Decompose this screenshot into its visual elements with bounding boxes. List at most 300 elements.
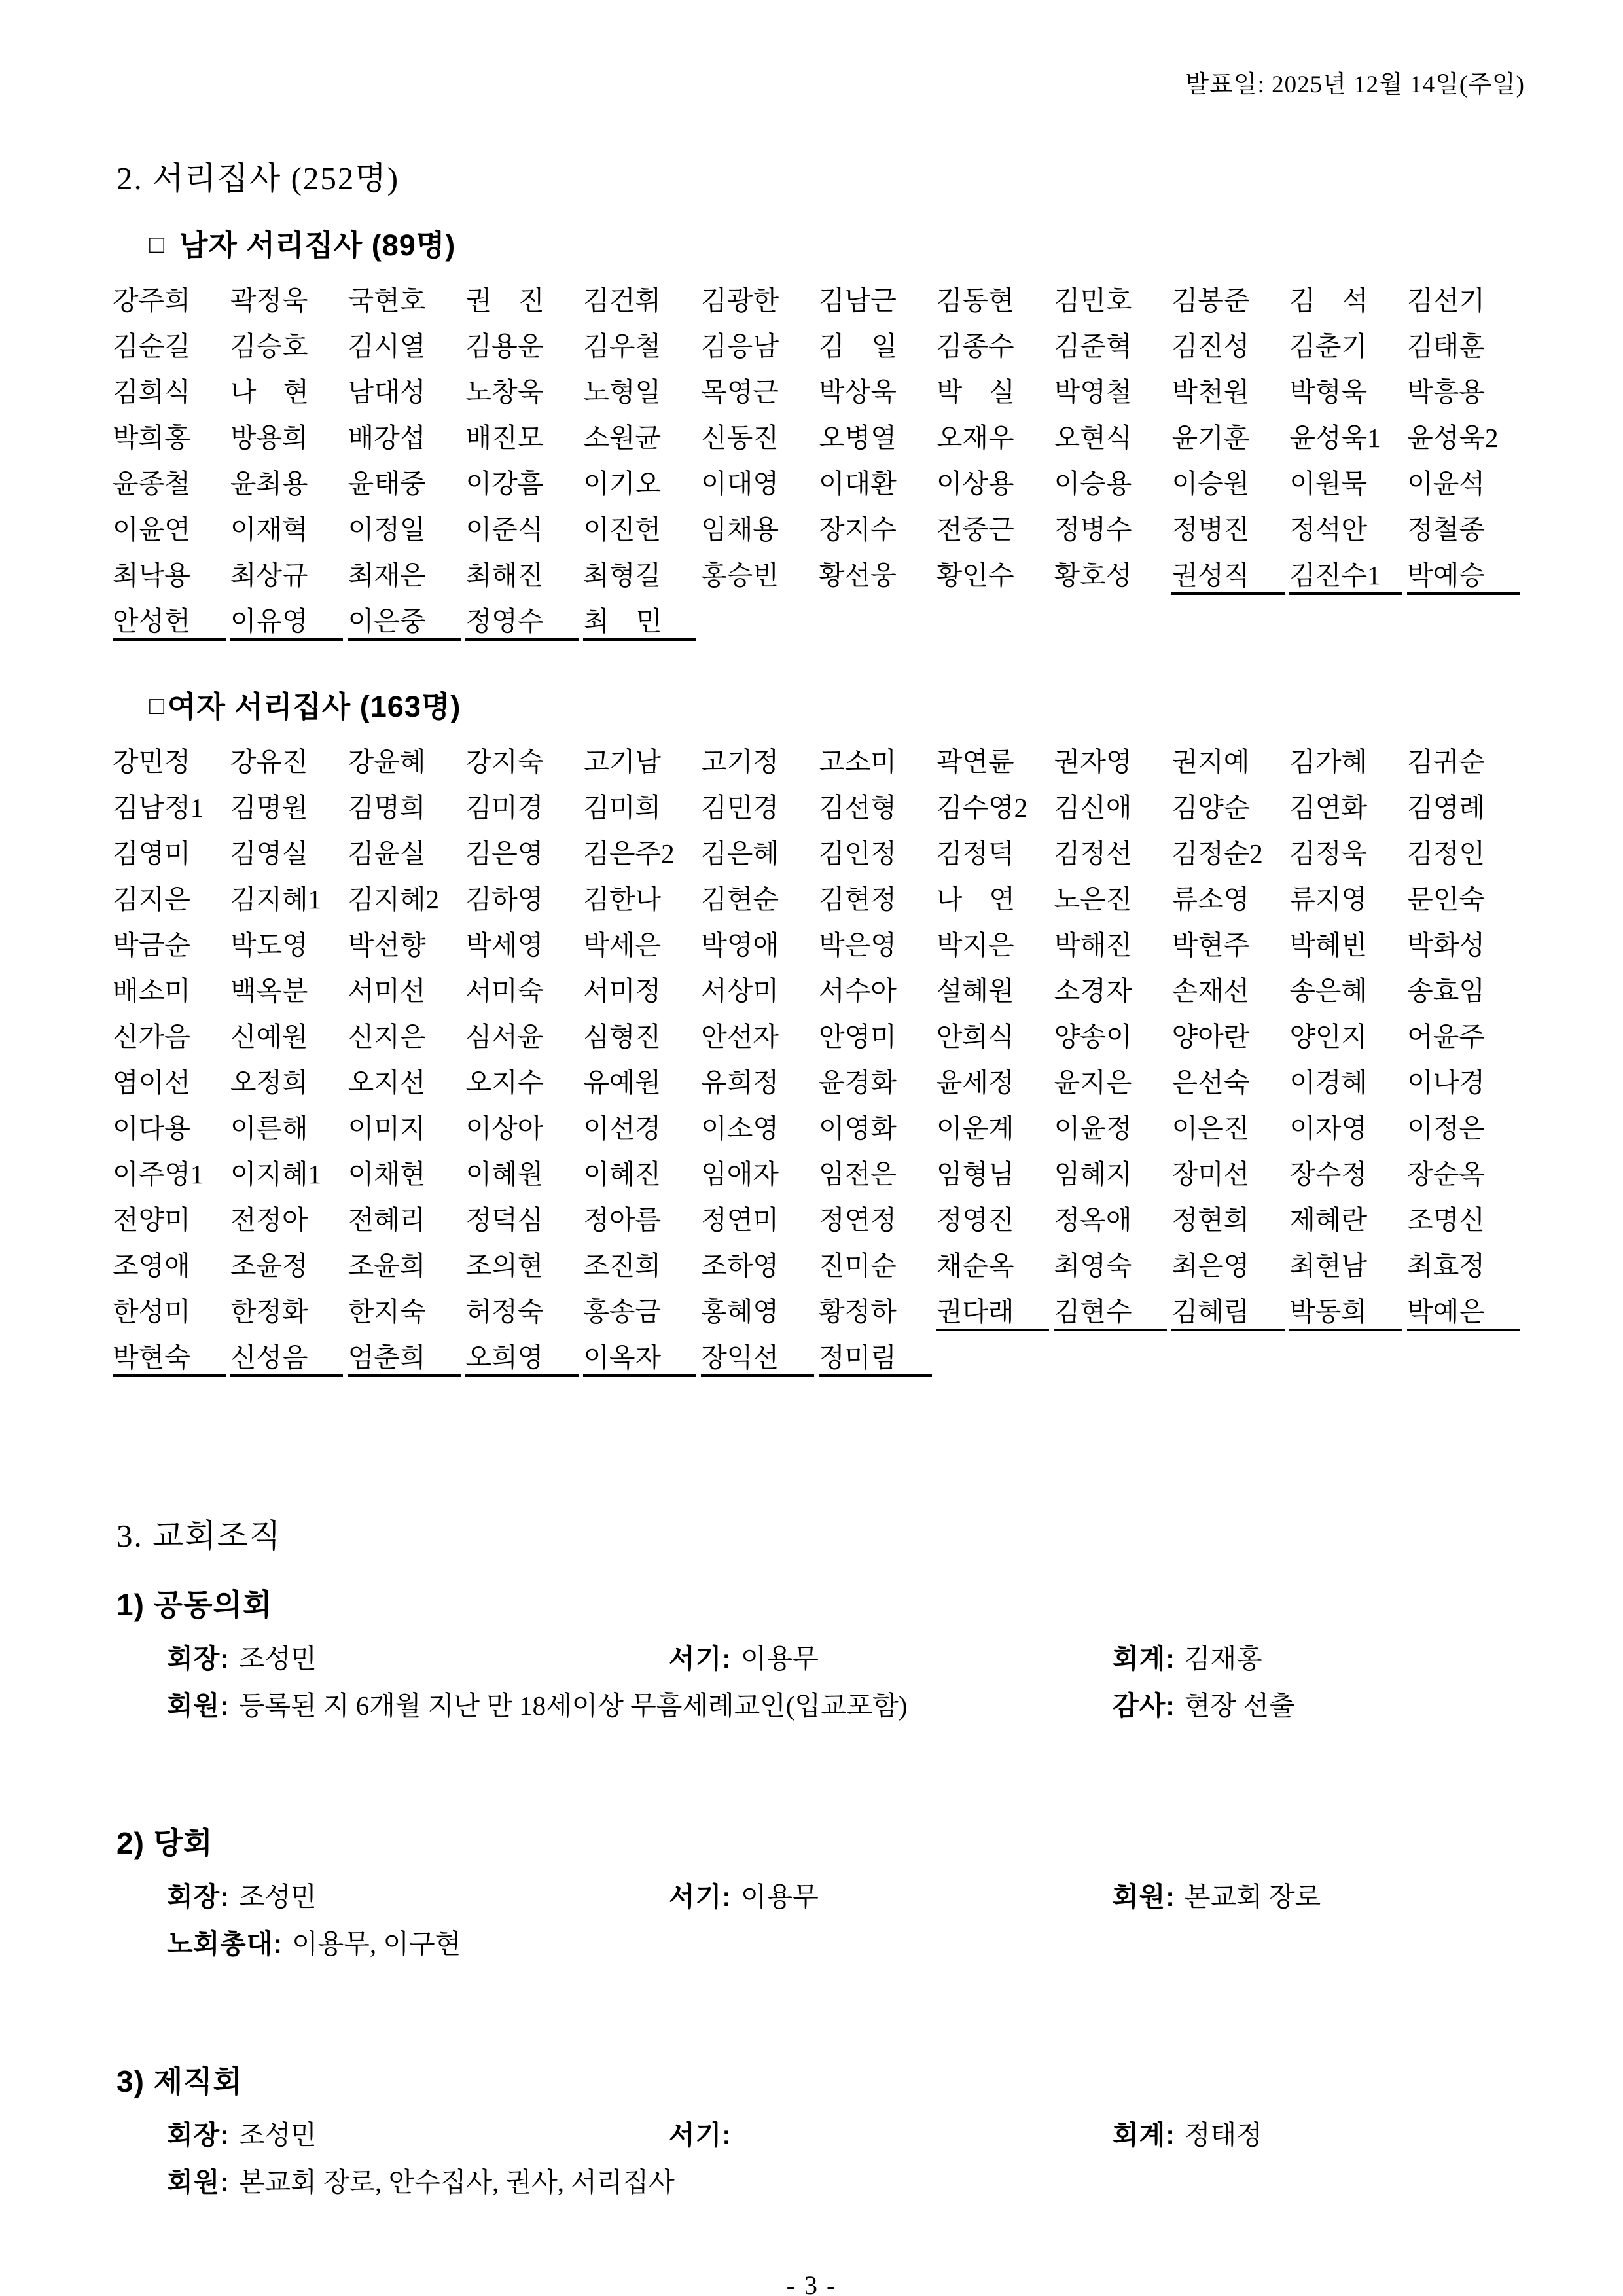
member-name: 안영미	[818, 1022, 897, 1052]
member-name-cell	[465, 1199, 583, 1245]
member-name: 엄춘희	[348, 1340, 461, 1377]
org-role-item	[167, 1877, 317, 1916]
member-name-cell	[1289, 1199, 1407, 1245]
member-name-cell	[701, 279, 819, 325]
member-name: 박예은	[1407, 1295, 1520, 1331]
member-name-cell	[113, 325, 230, 371]
member-name-cell	[1407, 1291, 1525, 1336]
member-name: 김남근	[818, 285, 897, 315]
member-name-cell	[936, 279, 1054, 325]
member-name: 김수영2	[936, 793, 1028, 823]
member-name: 김진성	[1171, 331, 1250, 361]
member-name: 유예원	[583, 1067, 662, 1098]
member-name-cell	[465, 600, 583, 646]
member-name: 황인수	[936, 560, 1014, 590]
member-name-cell	[348, 924, 466, 970]
member-name: 김정순2	[1171, 838, 1263, 869]
member-name-cell	[701, 924, 819, 970]
member-name-cell	[1407, 833, 1525, 878]
member-name: 신예원	[230, 1022, 308, 1052]
org-role-value: 정태정	[1184, 2120, 1262, 2150]
member-name: 김진수1	[1289, 558, 1402, 595]
member-name-cell	[701, 1245, 819, 1291]
org-role-item	[1113, 1686, 1295, 1725]
member-name: 김연화	[1289, 793, 1368, 823]
member-name: 조의현	[465, 1251, 544, 1281]
member-name: 최재은	[348, 560, 426, 590]
member-name-cell	[1407, 1245, 1525, 1291]
member-name: 이채현	[348, 1159, 426, 1189]
member-name: 이옥자	[583, 1340, 696, 1377]
member-name: 장미선	[1171, 1159, 1250, 1189]
org-role-value: 이용무	[740, 1643, 819, 1674]
member-name: 윤태중	[348, 469, 426, 499]
org-role-item	[167, 2115, 317, 2155]
spacer	[0, 1556, 1623, 1581]
member-name: 박금순	[113, 930, 190, 960]
member-name-cell	[1407, 509, 1525, 554]
member-name: 이선경	[583, 1113, 662, 1143]
member-name-cell	[465, 1153, 583, 1199]
org-role-item	[1113, 1877, 1321, 1916]
member-name: 홍송금	[583, 1297, 662, 1327]
member-name-cell	[113, 279, 230, 325]
member-name: 권지예	[1171, 747, 1250, 777]
member-name-cell	[113, 878, 230, 924]
member-name-cell	[583, 787, 701, 833]
member-name: 안선자	[701, 1022, 779, 1052]
member-name-cell	[113, 924, 230, 970]
member-name: 조윤정	[230, 1251, 308, 1281]
member-name-cell	[348, 878, 466, 924]
member-name: 전중근	[936, 514, 1014, 545]
member-name: 조윤희	[348, 1251, 426, 1281]
member-name-cell	[348, 787, 466, 833]
member-name-cell	[348, 741, 466, 787]
member-name: 양아란	[1171, 1022, 1250, 1052]
member-name-cell	[701, 833, 819, 878]
member-name-cell	[819, 1062, 936, 1107]
member-name: 박천원	[1171, 377, 1250, 407]
member-name: 김민경	[701, 793, 779, 823]
member-name: 강민정	[113, 747, 190, 777]
member-name: 박영철	[1054, 377, 1132, 407]
org-role-item	[1113, 2115, 1262, 2155]
member-name: 김영실	[230, 838, 308, 869]
member-name: 이기오	[583, 469, 662, 499]
member-name-cell	[1054, 463, 1172, 509]
member-name: 전혜리	[348, 1205, 426, 1235]
member-name: 김귀순	[1407, 747, 1485, 777]
member-name-cell	[348, 1107, 466, 1153]
member-name: 박해진	[1054, 930, 1132, 960]
member-name-cell	[1289, 554, 1407, 600]
section2-title: 2. 서리집사 (252명)	[116, 160, 400, 196]
member-name: 임채용	[701, 514, 779, 545]
member-name-cell	[1171, 325, 1289, 371]
member-name: 곽정욱	[230, 285, 308, 315]
spacer	[0, 1971, 1623, 2058]
member-name: 최 민	[583, 604, 696, 641]
member-name: 이승용	[1054, 469, 1132, 499]
member-name: 김신애	[1054, 793, 1132, 823]
member-name: 양송이	[1054, 1022, 1132, 1052]
member-name: 소원균	[583, 423, 662, 453]
member-name-cell	[1171, 833, 1289, 878]
org-role-value: 김재홍	[1184, 1643, 1262, 1674]
member-name-cell	[1407, 878, 1525, 924]
member-name-cell	[819, 371, 936, 417]
member-name: 김가혜	[1289, 747, 1368, 777]
member-name-cell	[1054, 1107, 1172, 1153]
member-name-cell	[113, 1016, 230, 1062]
member-name: 김정욱	[1289, 838, 1368, 869]
member-name-cell	[348, 463, 466, 509]
member-name: 김은영	[465, 838, 544, 869]
member-name: 배소미	[113, 976, 190, 1006]
member-name: 최은영	[1171, 1251, 1250, 1281]
member-name-cell	[583, 554, 701, 600]
member-name-cell	[701, 1062, 819, 1107]
member-name-cell	[1289, 463, 1407, 509]
member-name-cell	[583, 1062, 701, 1107]
member-name: 김현순	[701, 884, 779, 914]
org-role-item	[167, 1639, 317, 1678]
member-name-cell	[1171, 279, 1289, 325]
member-name: 정병진	[1171, 514, 1250, 545]
member-name-cell	[230, 1062, 348, 1107]
member-name-cell	[230, 554, 348, 600]
member-name: 김순길	[113, 331, 190, 361]
member-name-cell	[583, 371, 701, 417]
member-name-cell	[701, 878, 819, 924]
member-name: 김선형	[818, 793, 897, 823]
member-name: 제혜란	[1289, 1205, 1368, 1235]
member-name: 김승호	[230, 331, 308, 361]
member-name-cell	[113, 509, 230, 554]
member-name: 김영미	[113, 838, 190, 869]
member-name: 이유영	[230, 604, 344, 641]
org-groups	[0, 1556, 1623, 2210]
member-name: 김 석	[1289, 285, 1368, 315]
female-deacon-header	[149, 683, 1623, 725]
member-name-cell	[1054, 741, 1172, 787]
member-name: 김윤실	[348, 838, 426, 869]
member-name-cell	[936, 417, 1054, 463]
member-name-cell	[1054, 371, 1172, 417]
member-name: 박흥용	[1407, 377, 1485, 407]
member-name-cell	[583, 1245, 701, 1291]
member-name: 김춘기	[1289, 331, 1368, 361]
member-name: 이상아	[465, 1113, 544, 1143]
member-name-cell	[348, 1062, 466, 1107]
member-name: 조하영	[701, 1251, 779, 1281]
member-name-cell	[819, 741, 936, 787]
org-role-value: 등록된 지 6개월 지난 만 18세이상 무흠세례교인(입교포함)	[238, 1691, 908, 1721]
member-name: 목영근	[701, 377, 779, 407]
member-name: 정영수	[465, 604, 579, 641]
member-name-cell	[1407, 1107, 1525, 1153]
member-name-cell	[936, 1245, 1054, 1291]
member-name-cell	[583, 509, 701, 554]
member-name: 김양순	[1171, 793, 1250, 823]
member-name-cell	[348, 600, 466, 646]
member-name-cell	[1289, 787, 1407, 833]
org-role-label: 회원:	[1113, 1882, 1175, 1912]
member-name: 심서윤	[465, 1022, 544, 1052]
member-name: 박선향	[348, 930, 426, 960]
org-group-title: 2) 당회	[116, 1826, 213, 1860]
member-name: 서미정	[583, 976, 662, 1006]
member-name-cell	[113, 1245, 230, 1291]
member-name-cell	[1054, 554, 1172, 600]
member-name: 이혜원	[465, 1159, 544, 1189]
member-name: 신지은	[348, 1022, 426, 1052]
org-role-label: 회계:	[1113, 1643, 1175, 1674]
member-name-cell	[819, 463, 936, 509]
member-name: 정병수	[1054, 514, 1132, 545]
member-name-cell	[1054, 1153, 1172, 1199]
member-name: 허정숙	[465, 1297, 544, 1327]
member-name-cell	[936, 741, 1054, 787]
org-role-label: 노회총대:	[167, 1929, 283, 1959]
member-name-cell	[465, 1336, 583, 1382]
member-name-cell	[348, 1291, 466, 1336]
member-name-cell	[1054, 279, 1172, 325]
member-name-cell	[701, 1107, 819, 1153]
member-name-cell	[1289, 417, 1407, 463]
member-name: 국현호	[348, 285, 426, 315]
member-name: 홍승빈	[701, 560, 779, 590]
member-name: 어윤주	[1407, 1022, 1485, 1052]
member-name: 황호성	[1054, 560, 1132, 590]
member-name: 윤세정	[936, 1067, 1014, 1098]
member-name-cell	[230, 833, 348, 878]
member-name-cell	[113, 1153, 230, 1199]
member-name: 김인정	[818, 838, 897, 869]
member-name: 최영숙	[1054, 1251, 1132, 1281]
member-name: 김봉준	[1171, 285, 1250, 315]
member-name-cell	[1054, 970, 1172, 1016]
member-name: 정덕심	[465, 1205, 544, 1235]
member-name: 박화성	[1407, 930, 1485, 960]
org-role-item	[669, 1639, 819, 1678]
member-name-cell	[936, 924, 1054, 970]
member-name: 최현남	[1289, 1251, 1368, 1281]
member-name-cell	[701, 417, 819, 463]
member-name: 류소영	[1171, 884, 1250, 914]
member-name-cell	[1054, 787, 1172, 833]
member-name: 최형길	[583, 560, 662, 590]
member-name-cell	[1054, 1016, 1172, 1062]
member-name: 장지수	[818, 514, 897, 545]
member-name-cell	[348, 833, 466, 878]
member-name-cell	[819, 1336, 936, 1382]
member-name-cell	[936, 970, 1054, 1016]
member-name-cell	[1171, 1153, 1289, 1199]
org-role-label: 회계:	[1113, 2120, 1175, 2150]
member-name: 서미숙	[465, 976, 544, 1006]
member-name: 채순옥	[936, 1251, 1014, 1281]
member-name-cell	[936, 509, 1054, 554]
member-name: 김명희	[348, 793, 426, 823]
member-name: 정연정	[818, 1205, 897, 1235]
member-name-cell	[583, 970, 701, 1016]
member-name-cell	[230, 509, 348, 554]
member-name-cell	[113, 463, 230, 509]
member-name-cell	[1171, 1062, 1289, 1107]
org-role-label: 감사:	[1113, 1691, 1175, 1721]
member-name: 이승원	[1171, 469, 1250, 499]
member-name-cell	[1407, 1062, 1525, 1107]
member-name: 오현식	[1054, 423, 1132, 453]
org-group-rows	[0, 1877, 1623, 1971]
member-name: 박상욱	[818, 377, 897, 407]
member-name: 서미선	[348, 976, 426, 1006]
member-name-cell	[583, 279, 701, 325]
member-name: 박 실	[936, 377, 1016, 407]
member-name-cell	[1289, 1291, 1407, 1336]
member-name-cell	[1289, 371, 1407, 417]
member-name-cell	[230, 1153, 348, 1199]
member-name-cell	[1171, 417, 1289, 463]
member-name-cell	[819, 325, 936, 371]
member-name: 노형일	[583, 377, 662, 407]
member-name-cell	[1289, 1245, 1407, 1291]
member-name: 한지숙	[348, 1297, 426, 1327]
member-name-cell	[936, 1291, 1054, 1336]
org-role-label: 회장:	[167, 2120, 230, 2150]
member-name: 고소미	[818, 747, 897, 777]
org-role-item	[669, 1877, 819, 1916]
member-name-cell	[1171, 554, 1289, 600]
member-name-cell	[819, 924, 936, 970]
member-name: 장순옥	[1407, 1159, 1485, 1189]
member-name: 박희홍	[113, 423, 190, 453]
member-name-cell	[1054, 417, 1172, 463]
member-name-cell	[701, 371, 819, 417]
org-group-rows	[0, 1639, 1623, 1733]
member-name: 오정희	[230, 1067, 308, 1098]
member-name: 문인숙	[1407, 884, 1485, 914]
member-name: 전정아	[230, 1205, 308, 1235]
member-name-cell	[113, 417, 230, 463]
member-name: 배강섭	[348, 423, 426, 453]
org-role-label: 회장:	[167, 1643, 230, 1674]
member-name-cell	[701, 1199, 819, 1245]
member-name-cell	[348, 417, 466, 463]
member-name: 송효임	[1407, 976, 1485, 1006]
member-name-cell	[1171, 741, 1289, 787]
member-name-cell	[936, 1107, 1054, 1153]
member-name: 오재우	[936, 423, 1014, 453]
member-name: 김민호	[1054, 285, 1132, 315]
member-name: 최낙용	[113, 560, 190, 590]
member-name-cell	[701, 1153, 819, 1199]
member-name: 서상미	[701, 976, 779, 1006]
member-name: 임형님	[936, 1159, 1014, 1189]
member-name-cell	[465, 787, 583, 833]
member-name-cell	[1289, 1107, 1407, 1153]
member-name: 정연미	[701, 1205, 779, 1235]
member-name: 소경자	[1054, 976, 1132, 1006]
member-name-cell	[230, 1245, 348, 1291]
member-name: 강유진	[230, 747, 308, 777]
member-name: 이윤정	[1054, 1113, 1132, 1143]
member-name: 이지혜1	[230, 1159, 322, 1189]
member-name: 권다래	[936, 1295, 1050, 1331]
member-name: 김종수	[936, 331, 1014, 361]
member-name: 신성음	[230, 1340, 344, 1377]
member-name-cell	[701, 1291, 819, 1336]
member-name: 염이선	[113, 1067, 190, 1098]
member-name: 이윤석	[1407, 469, 1485, 499]
member-name-cell	[113, 554, 230, 600]
member-name-cell	[1289, 970, 1407, 1016]
member-name-cell	[819, 970, 936, 1016]
member-name: 권성직	[1171, 558, 1285, 595]
member-name: 박세은	[583, 930, 662, 960]
member-name-cell	[1407, 1016, 1525, 1062]
member-name: 손재선	[1171, 976, 1250, 1006]
member-name: 신동진	[701, 423, 779, 453]
member-name: 전양미	[113, 1205, 190, 1235]
org-role-item	[1113, 1639, 1262, 1678]
member-name: 김명원	[230, 793, 308, 823]
member-name-cell	[701, 787, 819, 833]
member-name-cell	[348, 1199, 466, 1245]
org-role-label: 서기:	[669, 1643, 732, 1674]
member-name-cell	[583, 741, 701, 787]
org-group	[0, 1820, 1623, 1971]
square-bullet-icon: □	[149, 231, 165, 259]
org-role-label: 회원:	[167, 2167, 230, 2197]
member-name-cell	[583, 1107, 701, 1153]
member-name-cell	[113, 371, 230, 417]
member-name: 황선웅	[818, 560, 897, 590]
member-name-cell	[1171, 1245, 1289, 1291]
member-name: 정현희	[1171, 1205, 1250, 1235]
member-name: 최해진	[465, 560, 544, 590]
member-name-cell	[113, 1062, 230, 1107]
member-name: 이미지	[348, 1113, 426, 1143]
member-name: 김정덕	[936, 838, 1014, 869]
member-name-cell	[583, 600, 701, 646]
member-name-cell	[465, 833, 583, 878]
member-name: 방용희	[230, 423, 308, 453]
member-name: 곽연륜	[936, 747, 1014, 777]
member-name: 이대환	[818, 469, 897, 499]
member-name: 서수아	[818, 976, 897, 1006]
spacer	[0, 1733, 1623, 1820]
org-role-value: 이용무	[740, 1882, 819, 1912]
member-name-cell	[230, 1107, 348, 1153]
member-name: 이윤연	[113, 514, 190, 545]
member-name: 정영진	[936, 1205, 1014, 1235]
member-name: 박형욱	[1289, 377, 1368, 407]
member-name: 김정인	[1407, 838, 1485, 869]
female-deacon-list	[113, 741, 1525, 1382]
member-name: 이준식	[465, 514, 544, 545]
member-name-cell	[348, 325, 466, 371]
org-row	[0, 2162, 1623, 2210]
member-name: 박세영	[465, 930, 544, 960]
member-name-cell	[230, 878, 348, 924]
member-name: 김용운	[465, 331, 544, 361]
member-name-cell	[1171, 878, 1289, 924]
member-name-cell	[113, 1107, 230, 1153]
member-name: 심형진	[583, 1022, 662, 1052]
